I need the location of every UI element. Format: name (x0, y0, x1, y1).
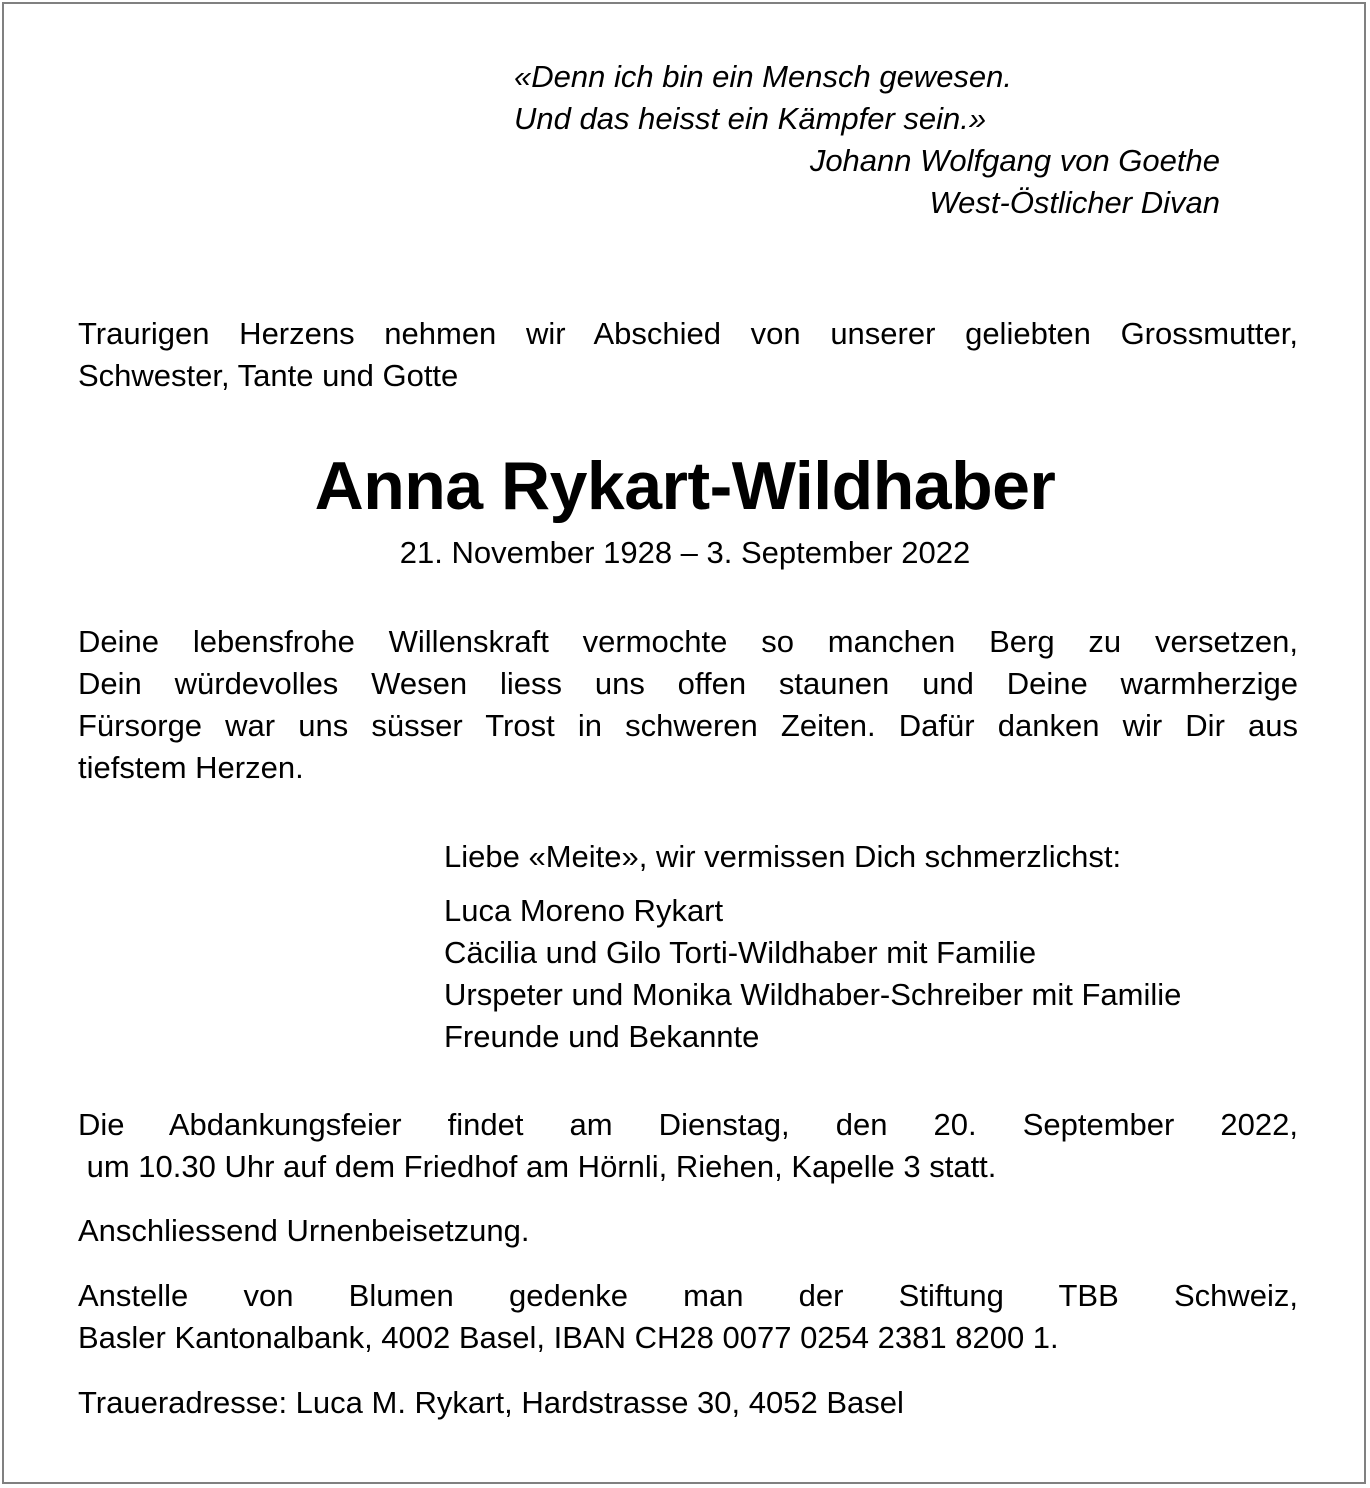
deceased-name: Anna Rykart-Wildhaber (314, 448, 1056, 524)
mourner-name: Freunde und Bekannte (444, 1019, 760, 1054)
ceremony-line: um 10.30 Uhr auf dem Friedhof am Hörnli, Riehen, Kapelle 3 statt. (78, 1149, 997, 1184)
intro-line: Traurigen Herzens nehmen wir Abschied von unserer geliebten Grossmutter, (78, 316, 1298, 351)
tribute-line: tiefstem Herzen. (78, 750, 304, 785)
quote-source: West-Östlicher Divan (929, 185, 1220, 220)
life-dates: 21. November 1928 – 3. September 2022 (399, 535, 971, 570)
mourning-address: Traueradresse: Luca M. Rykart, Hardstrasse 30, 4052 Basel (78, 1385, 904, 1420)
intro-line: Schwester, Tante und Gotte (78, 358, 459, 393)
tribute-line: Deine lebensfrohe Willenskraft vermochte so manchen Berg zu versetzen, (78, 624, 1298, 659)
mourner-name: Urspeter und Monika Wildhaber-Schreiber mit Familie (444, 977, 1182, 1012)
donation-line: Basler Kantonalbank, 4002 Basel, IBAN CH28 0077 0254 2381 8200 1. (78, 1320, 1059, 1355)
tribute-text (78, 621, 1298, 789)
donation-info (78, 1275, 1298, 1359)
burial-info: Anschliessend Urnenbeisetzung. (78, 1213, 530, 1248)
intro-text (78, 313, 1298, 397)
tribute-line: Dein würdevolles Wesen liess uns offen staunen und Deine warmherzige (78, 666, 1298, 701)
mourners-intro: Liebe «Meite», wir vermissen Dich schmerzlichst: (444, 839, 1122, 874)
quote-author: Johann Wolfgang von Goethe (809, 143, 1220, 178)
mourners-block (444, 836, 1324, 1058)
quote-line: Und das heisst ein Kämpfer sein.» (514, 101, 987, 136)
quote-line: «Denn ich bin ein Mensch gewesen. (514, 59, 1013, 94)
ceremony-info (78, 1104, 1298, 1188)
tribute-line: Fürsorge war uns süsser Trost in schweren Zeiten. Dafür danken wir Dir aus (78, 708, 1298, 743)
mourner-name: Cäcilia und Gilo Torti-Wildhaber mit Familie (444, 935, 1037, 970)
epigraph-quote (514, 56, 1224, 224)
mourner-name: Luca Moreno Rykart (444, 893, 724, 928)
donation-line: Anstelle von Blumen gedenke man der Stiftung TBB Schweiz, (78, 1278, 1298, 1313)
ceremony-line: Die Abdankungsfeier findet am Dienstag, den 20. September 2022, (78, 1107, 1298, 1142)
